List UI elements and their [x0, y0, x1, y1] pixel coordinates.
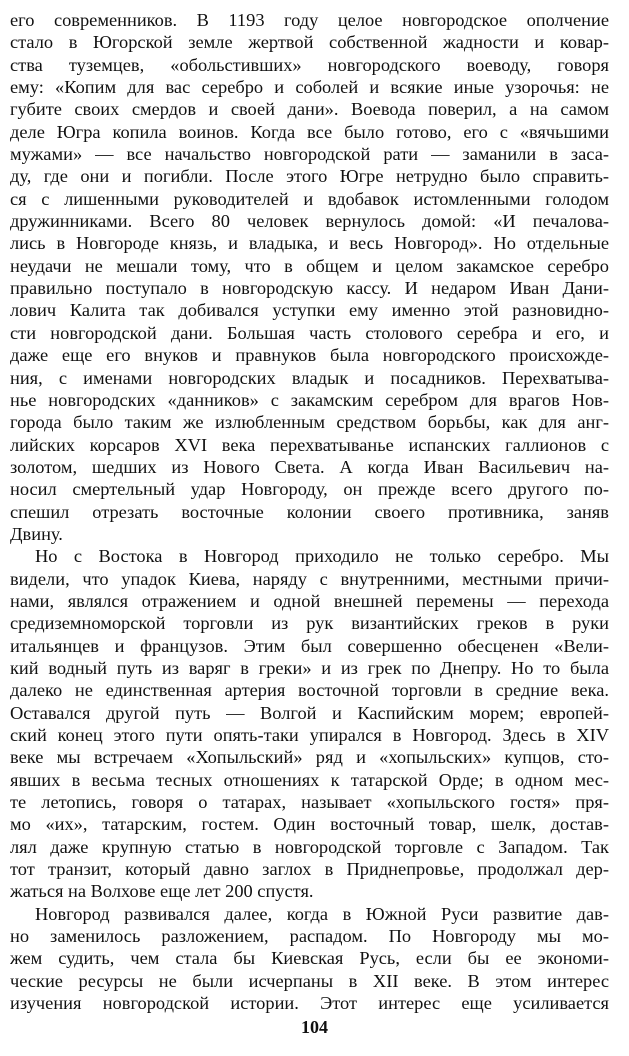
text-line: жаться на Волхове еще лет 200 спустя. [10, 881, 314, 902]
text-line: нье новгородских «данников» с закамским серебром для врагов Нов- [10, 389, 609, 410]
text-line: тот транзит, который давно заглох в Приднепровье, продолжал дер- [10, 859, 609, 880]
text-line: лович Калита так добивался уступки ему именно этой разновидно- [10, 300, 609, 321]
text-line: видели, что упадок Киева, наряду с внутренними, местными причи- [10, 568, 609, 589]
text-line: Двину. [10, 523, 63, 544]
text-line: Но с Востока в Новгород приходило не только серебро. Мы [35, 546, 609, 567]
page-body [10, 9, 609, 1014]
text-line: правильно поступало в новгородскую кассу. И недаром Иван Дани- [10, 278, 609, 299]
text-line: мо «их», татарским, гостем. Один восточный товар, шелк, достав- [10, 814, 609, 835]
text-line: лись в Новгороде князь, и владыка, и весь Новгород». Но отдельные [10, 233, 609, 254]
paragraph-2 [10, 545, 609, 903]
text-line: ся с лишенными руководителей и вдобавок истомленными голодом [10, 188, 609, 209]
text-line: жем судить, чем стала бы Киевская Русь, если бы ее экономи- [10, 948, 609, 969]
text-line: Новгород развивался далее, когда в Южной Руси развитие дав- [35, 903, 609, 924]
text-line: даже еще его внуков и правнуков была новгородского происхожде- [10, 345, 609, 366]
text-line: ния, с именами новгородских владык и посадников. Перехватыва- [10, 367, 609, 388]
text-line: кий водный путь из варяг в греки» и из грек по Днепру. Но то была [10, 657, 609, 678]
text-line: города было таким же излюбленным средством борьбы, как для анг- [10, 412, 609, 433]
text-line: явших в весьма тесных отношениях к татарской Орде; в одном мес- [10, 769, 609, 790]
text-line: ему: «Копим для вас серебро и соболей и всякие иные узорочья: не [10, 77, 609, 98]
text-line: но заменилось разложением, распадом. По Новгороду мы мо- [10, 926, 609, 947]
text-line: деле Югра копила воинов. Когда все было готово, его с «вячьшими [10, 121, 609, 142]
text-line: ский конец этого пути опять-таки упирался в Новгород. Здесь в XIV [10, 725, 609, 745]
text-line: веке мы встречаем «Хопыльский» ряд и «хопыльских» купцов, сто- [10, 747, 609, 768]
text-line: стало в Югорской земле жертвой собственной жадности и ковар- [10, 32, 609, 53]
text-line: его современников. В 1193 году целое новгородское ополчение [10, 10, 609, 30]
text-line: итальянцев и французов. Этим был совершенно обесценен «Вели- [10, 635, 609, 656]
text-line: те летопись, говоря о татарах, называет «хопыльского гостя» пря- [10, 792, 609, 813]
paragraph-3 [10, 903, 609, 1015]
text-line: спешил отрезать восточные колонии своего противника, заняв [10, 501, 609, 522]
text-line: мужами» — все начальство новгородской рати — заманили в заса- [10, 144, 609, 165]
text-line: лял даже крупную статью в новгородской торговле с Западом. Так [10, 836, 609, 857]
text-line: сти новгородской дани. Большая часть столового серебра и его, и [10, 322, 609, 343]
text-line: губите своих смердов и своей дани». Воевода поверил, а на самом [10, 99, 609, 120]
text-line: далеко не единственная артерия восточной торговли в средние века. [10, 680, 609, 701]
text-line: носил смертельный удар Новгороду, он прежде всего другого по- [10, 479, 609, 500]
paragraph-1 [10, 9, 609, 545]
text-line: изучения новгородской истории. Этот интерес еще усиливается [10, 993, 609, 1014]
text-line: ства туземцев, «обольстивших» новгородского воеводу, говоря [10, 54, 609, 75]
text-line: Оставался другой путь — Волгой и Каспийским морем; европей- [10, 702, 609, 723]
text-line: средиземноморской торговли из рук византийских греков в руки [10, 613, 609, 634]
text-line: ческие ресурсы не были исчерпаны в XII веке. В этом интерес [10, 970, 609, 991]
text-line: неудачи не мешали тому, что в общем и целом закамское серебро [10, 255, 609, 276]
text-line: ду, где они и погибли. После этого Югре нетрудно было справить- [10, 166, 609, 187]
text-line: лийских корсаров XVI века перехватыванье испанских галлионов с [10, 434, 609, 455]
text-line: дружинниками. Всего 80 человек вернулось домой: «И печалова- [10, 211, 609, 232]
page-number: 104 [301, 1017, 328, 1037]
text-line: золотом, шедших из Нового Света. А когда Иван Васильевич на- [10, 456, 609, 477]
text-line: нами, являлся отражением и одной внешней перемены — перехода [10, 590, 609, 611]
